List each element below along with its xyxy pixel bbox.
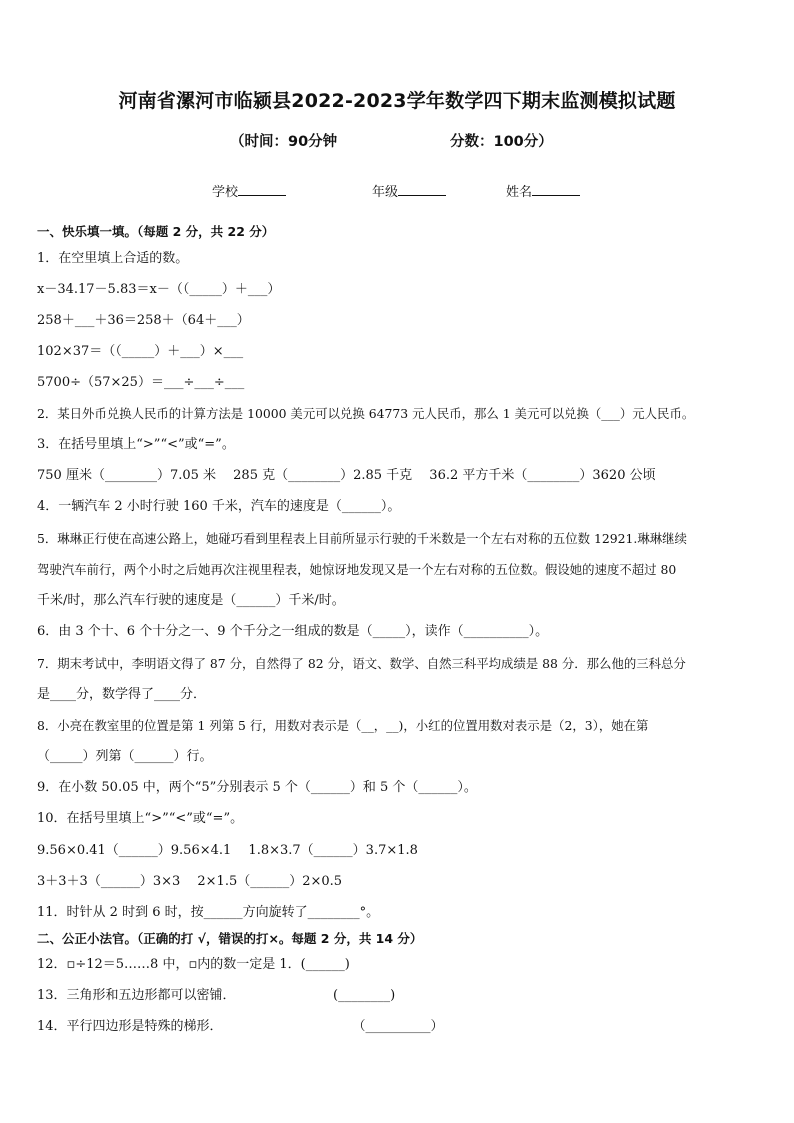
question-line: x－34.17－5.83＝x－（（_____）＋___）: [37, 282, 281, 297]
question-line: 2．某日外币兑换人民币的计算方法是 10000 美元可以兑换 64773 元人民币，那么 1 美元可以兑换（___）元人民币。: [37, 406, 695, 421]
question-line: （_____）列第（______）行。: [37, 749, 213, 764]
exam-score: 分数：100分）: [450, 134, 553, 150]
question-line: 是____分，数学得了____分．: [37, 687, 207, 702]
question-line: 14．平行四边形是特殊的梯形． （__________）: [37, 1019, 444, 1034]
school-label: 学校: [212, 185, 239, 200]
grade-field: [372, 181, 446, 200]
question-line: 750 厘米（________）7.05 米 285 克（________）2.85 千克 36.2 平方千米（________）3620 公顷: [37, 468, 656, 483]
question-line: 9.56×0.41（______）9.56×4.1 1.8×3.7（______）3.7×1.8: [37, 843, 418, 858]
question-line: 13．三角形和五边形都可以密铺． (________): [37, 988, 396, 1003]
grade-blank: [398, 183, 446, 196]
question-line: 10．在括号里填上“>”“<”或“=”。: [37, 811, 244, 826]
question-line: 12．▫÷12＝5……8 中，▫内的数一定是 1．(______): [37, 957, 350, 972]
exam-time: （时间：90分钟: [230, 134, 338, 150]
section-heading-1: 一、快乐填一填。（每题 2 分，共 22 分）: [37, 224, 275, 239]
question-line: 6．由 3 个十、6 个十分之一、9 个千分之一组成的数是（_____），读作（__________）。: [37, 624, 549, 639]
question-line: 驾驶汽车前行，两个小时之后她再次注视里程表，她惊讶地发现又是一个左右对称的五位数。假设她的速度不超过 80: [37, 562, 677, 577]
question-line: 258＋___＋36＝258＋（64＋___）: [37, 313, 250, 328]
question-line: 5．琳琳正行使在高速公路上，她碰巧看到里程表上目前所显示行驶的千米数是一个左右对称的五位数 12921.琳琳继续: [37, 531, 687, 546]
question-line: 9．在小数 50.05 中，两个“5”分别表示 5 个（______）和 5 个（______）。: [37, 780, 477, 795]
question-line: 8．小亮在教室里的位置是第 1 列第 5 行，用数对表示是（__，__)，小红的位置用数对表示是（2，3），她在第: [37, 718, 649, 733]
school-field: [212, 181, 286, 200]
section-heading-2: 二、公正小法官。（正确的打 √，错误的打×。每题 2 分，共 14 分）: [37, 931, 423, 946]
name-label: 姓名: [506, 185, 533, 200]
question-line: 11．时针从 2 时到 6 时，按______方向旋转了________°。: [37, 905, 380, 920]
question-line: 102×37＝（（_____）＋___）×___: [37, 344, 244, 359]
question-line: 1．在空里填上合适的数。: [37, 251, 189, 266]
name-blank: [532, 183, 580, 196]
grade-label: 年级: [372, 185, 399, 200]
question-line: 3＋3＋3（______）3×3 2×1.5（______）2×0.5: [37, 874, 343, 889]
page-title: 河南省漯河市临颍县2022-2023学年数学四下期末监测模拟试题: [118, 90, 676, 112]
question-line: 3．在括号里填上“>”“<”或“=”。: [37, 437, 235, 452]
question-line: 4．一辆汽车 2 小时行驶 160 千米，汽车的速度是（______）。: [37, 499, 401, 514]
question-line: 7．期末考试中，李明语文得了 87 分，自然得了 82 分，语文、数学、自然三科平均成绩是 88 分．那么他的三科总分: [37, 656, 686, 671]
question-line: 5700÷（57×25）＝___÷___÷___: [37, 375, 245, 390]
name-field: [506, 181, 580, 200]
school-blank: [238, 183, 286, 196]
question-line: 千米/时，那么汽车行驶的速度是（______）千米/时。: [37, 593, 345, 608]
